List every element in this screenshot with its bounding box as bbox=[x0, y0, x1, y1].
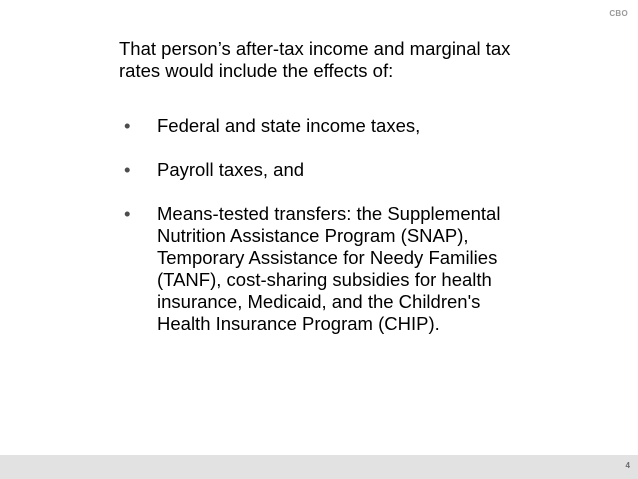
slide-body bbox=[119, 38, 519, 335]
bullet-icon: • bbox=[124, 203, 131, 224]
footer-bar bbox=[0, 455, 638, 479]
bullet-text: Means-tested transfers: the Supplemental Nutrition Assistance Program (SNAP), Temporary Assistance for Needy Families (TANF), cost-sharing subsidies for health insurance, Medicaid, and the Children's Health Insurance Program (CHIP). bbox=[157, 203, 501, 334]
page-number: 4 bbox=[625, 461, 630, 470]
bullet-icon: • bbox=[124, 159, 131, 180]
bullet-list bbox=[119, 115, 519, 335]
bullet-text: Federal and state income taxes, bbox=[157, 115, 421, 136]
bullet-item-payroll-taxes bbox=[119, 159, 519, 181]
bullet-item-means-tested-transfers bbox=[119, 203, 519, 335]
cbo-logo: CBO bbox=[609, 9, 628, 18]
bullet-text: Payroll taxes, and bbox=[157, 159, 305, 180]
intro-paragraph: That person’s after-tax income and marginal tax rates would include the effects of: bbox=[119, 38, 511, 81]
bullet-icon: • bbox=[124, 115, 131, 136]
bullet-item-income-taxes bbox=[119, 115, 519, 137]
